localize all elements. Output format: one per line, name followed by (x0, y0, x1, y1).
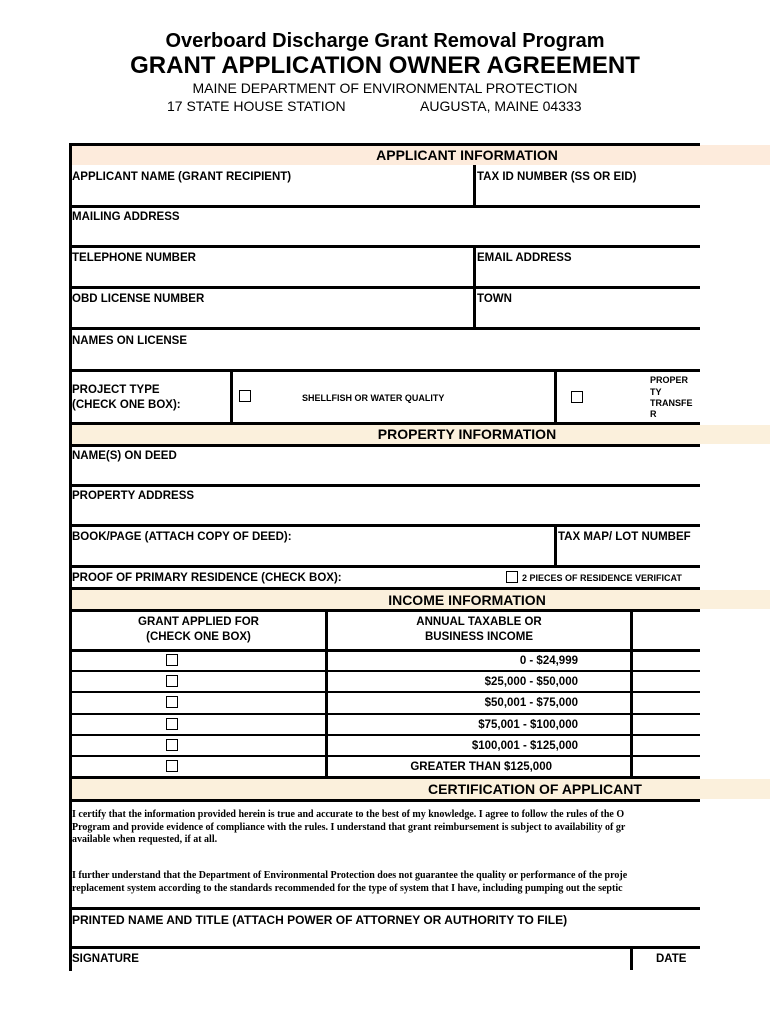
email-field[interactable]: EMAIL ADDRESS (477, 252, 572, 264)
property-section-title: PROPERTY INFORMATION (377, 426, 557, 442)
property-transfer-label-2: TY (650, 387, 662, 397)
department-name: MAINE DEPARTMENT OF ENVIRONMENTAL PROTECTION (192, 80, 578, 96)
project-type-instruction: (CHECK ONE BOX): (72, 399, 181, 411)
department-city: AUGUSTA, MAINE 04333 (420, 98, 582, 114)
income-bracket-5-checkbox[interactable] (166, 739, 178, 751)
form-left-border (69, 143, 72, 971)
certification-text-1: I certify that the information provided herein is true and accurate to the best of my knowledge. I agree to follow the rules of the O Program and provide evidence of compliance with the rules. I understand that grant reimbursement is subject to availability of gr available when requested, if at all. (72, 809, 626, 845)
income-bracket-6: GREATER THAN $125,000 (410, 761, 552, 773)
applicant-name-field[interactable]: APPLICANT NAME (GRANT RECIPIENT) (72, 171, 292, 183)
shellfish-checkbox[interactable] (239, 390, 251, 402)
primary-residence-label: PROOF OF PRIMARY RESIDENCE (CHECK BOX): (72, 572, 342, 584)
tax-id-field[interactable]: TAX ID NUMBER (SS OR EID) (477, 171, 637, 183)
form-title: GRANT APPLICATION OWNER AGREEMENT (130, 52, 640, 79)
town-field[interactable]: TOWN (477, 293, 512, 305)
income-bracket-1-checkbox[interactable] (166, 654, 178, 666)
applicant-section-title: APPLICANT INFORMATION (376, 147, 558, 163)
primary-residence-checkbox[interactable] (506, 571, 518, 583)
obd-license-field[interactable]: OBD LICENSE NUMBER (72, 293, 205, 305)
income-bracket-3: $50,001 - $75,000 (484, 697, 578, 709)
property-transfer-label-3: TRANSFE (650, 398, 693, 408)
property-address-field[interactable]: PROPERTY ADDRESS (72, 490, 195, 502)
income-header-2: BUSINESS INCOME (425, 631, 533, 643)
telephone-field[interactable]: TELEPHONE NUMBER (72, 252, 196, 264)
income-bracket-4: $75,001 - $100,000 (478, 719, 578, 731)
income-section-title: INCOME INFORMATION (388, 592, 546, 608)
date-field[interactable]: DATE (656, 953, 687, 965)
certification-section-title: CERTIFICATION OF APPLICANT (428, 781, 642, 797)
signature-field[interactable]: SIGNATURE (72, 953, 139, 965)
names-on-license-field[interactable]: NAMES ON LICENSE (72, 335, 188, 347)
income-bracket-1: 0 - $24,999 (519, 655, 578, 667)
book-page-field[interactable]: BOOK/PAGE (ATTACH COPY OF DEED): (72, 531, 292, 543)
income-header-1: ANNUAL TAXABLE OR (416, 616, 542, 628)
mailing-address-field[interactable]: MAILING ADDRESS (72, 211, 180, 223)
deed-names-field[interactable]: NAME(S) ON DEED (72, 450, 177, 462)
program-title: Overboard Discharge Grant Removal Program (165, 30, 605, 52)
income-bracket-6-checkbox[interactable] (166, 760, 178, 772)
printed-name-field[interactable]: PRINTED NAME AND TITLE (ATTACH POWER OF ATTORNEY OR AUTHORITY TO FILE) (72, 913, 568, 927)
residence-verification-label: 2 PIECES OF RESIDENCE VERIFICAT (522, 573, 682, 583)
grant-applied-header-2: (CHECK ONE BOX) (146, 631, 251, 643)
income-bracket-5: $100,001 - $125,000 (471, 740, 578, 752)
income-bracket-4-checkbox[interactable] (166, 718, 178, 730)
income-bracket-2: $25,000 - $50,000 (484, 676, 578, 688)
income-bracket-2-checkbox[interactable] (166, 675, 178, 687)
certification-text-2: I further understand that the Department of Environmental Protection does not guarantee the quality or performance of the proje replacement system according to the standards recommended for the type of system that I have, including pumping out the septic (72, 870, 628, 894)
property-transfer-checkbox[interactable] (571, 391, 583, 403)
income-bracket-3-checkbox[interactable] (166, 696, 178, 708)
property-transfer-label-1: PROPER (650, 375, 689, 385)
property-transfer-label-4: R (650, 409, 657, 419)
department-address: 17 STATE HOUSE STATION (167, 98, 346, 114)
project-type-label: PROJECT TYPE (72, 384, 160, 396)
grant-applied-header-1: GRANT APPLIED FOR (138, 616, 259, 628)
tax-map-field[interactable]: TAX MAP/ LOT NUMBEF (558, 531, 691, 543)
shellfish-option-label: SHELLFISH OR WATER QUALITY (302, 393, 445, 403)
